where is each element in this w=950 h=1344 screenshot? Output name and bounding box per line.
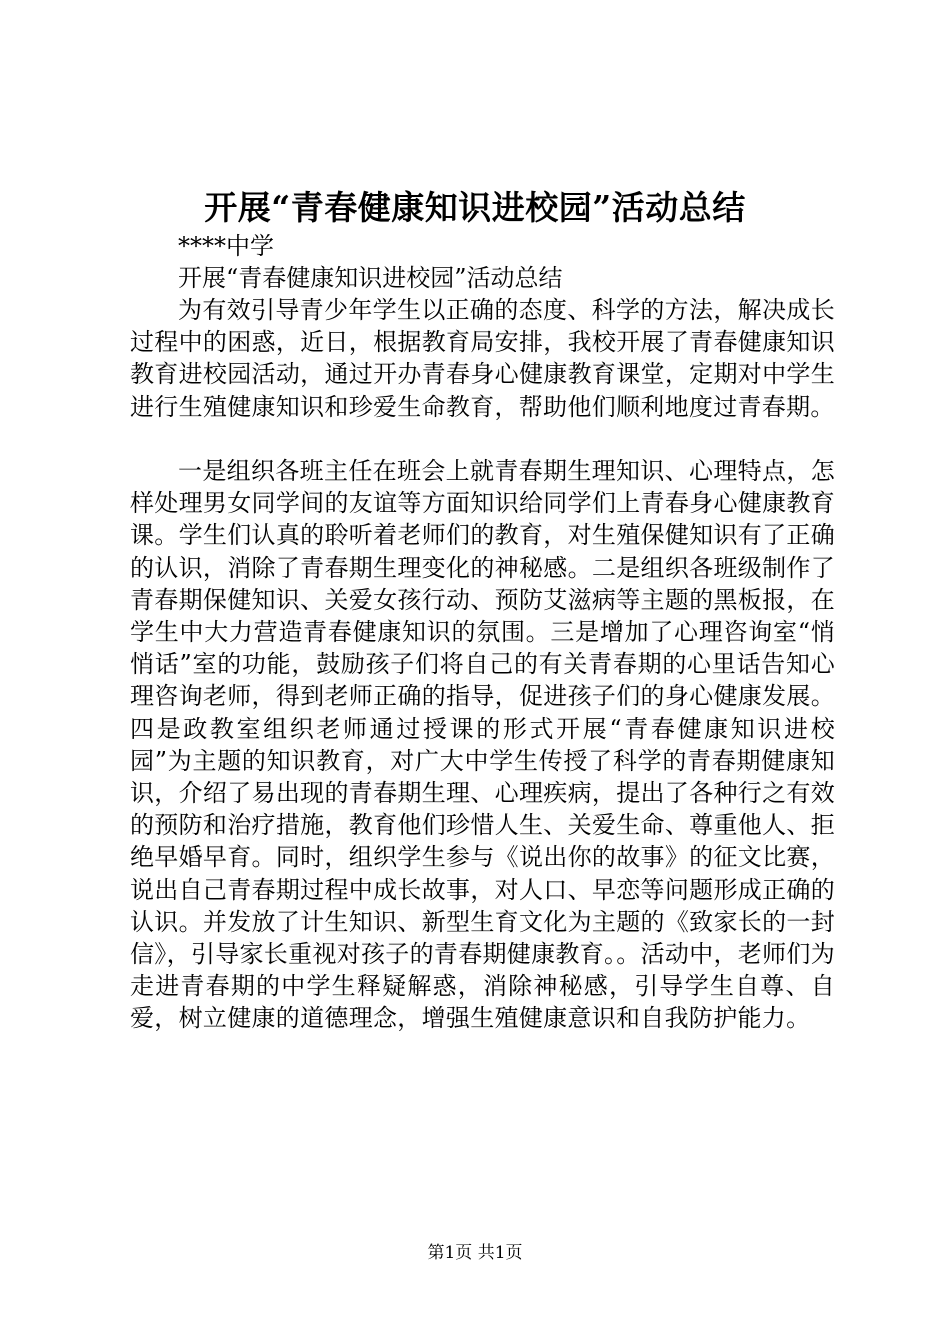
document-title: 开展“青春健康知识进校园”活动总结 <box>204 188 746 227</box>
paragraph: 为有效引导青少年学生以正确的态度、科学的方法，解决成长过程中的困惑，近日，根据教育局安排，我校开展了青春健康知识教育进校园活动，通过开办青春身心健康教育课堂，定期对中学生进行生殖健康知识和珍爱生命教育，帮助他们顺利地度过青春期。 <box>130 296 835 421</box>
school-name: ****中学 <box>178 232 274 260</box>
document-subtitle: 开展“青春健康知识进校园”活动总结 <box>178 264 563 292</box>
paragraph: 一是组织各班主任在班会上就青春期生理知识、心理特点，怎样处理男女同学间的友谊等方面知识给同学们上青春身心健康教育课。学生们认真的聆听着老师们的教育，对生殖保健知识有了正确的认识，消除了青春期生理变化的神秘感。二是组织各班级制作了青春期保健知识、关爱女孩行动、预防艾滋病等主题的黑板报，在学生中大力营造青春健康知识的氛围。三是增加了心理咨询室“悄悄话”室的功能，鼓励孩子们将自己的有关青春期的心里话告知心理咨询老师，得到老师正确的指导，促进孩子们的身心健康发展。四是政教室组织老师通过授课的形式开展“青春健康知识进校园”为主题的知识教育，对广大中学生传授了科学的青春期健康知识，介绍了易出现的青春期生理、心理疾病，提出了各种行之有效的预防和治疗措施，教育他们珍惜人生、关爱生命、尊重他人、拒绝早婚早育。同时，组织学生参与《说出你的故事》的征文比赛，说出自己青春期过程中成长故事，对人口、早恋等问题形成正确的认识。并发放了计生知识、新型生育文化为主题的《致家长的一封信》，引导家长重视对孩子的青春期健康教育。。活动中，老师们为走进青春期的中学生释疑解惑，消除神秘感，引导学生自尊、自爱，树立健康的道德理念，增强生殖健康意识和自我防护能力。 <box>130 457 835 1033</box>
page-number: 第1页 共1页 <box>427 1243 523 1263</box>
